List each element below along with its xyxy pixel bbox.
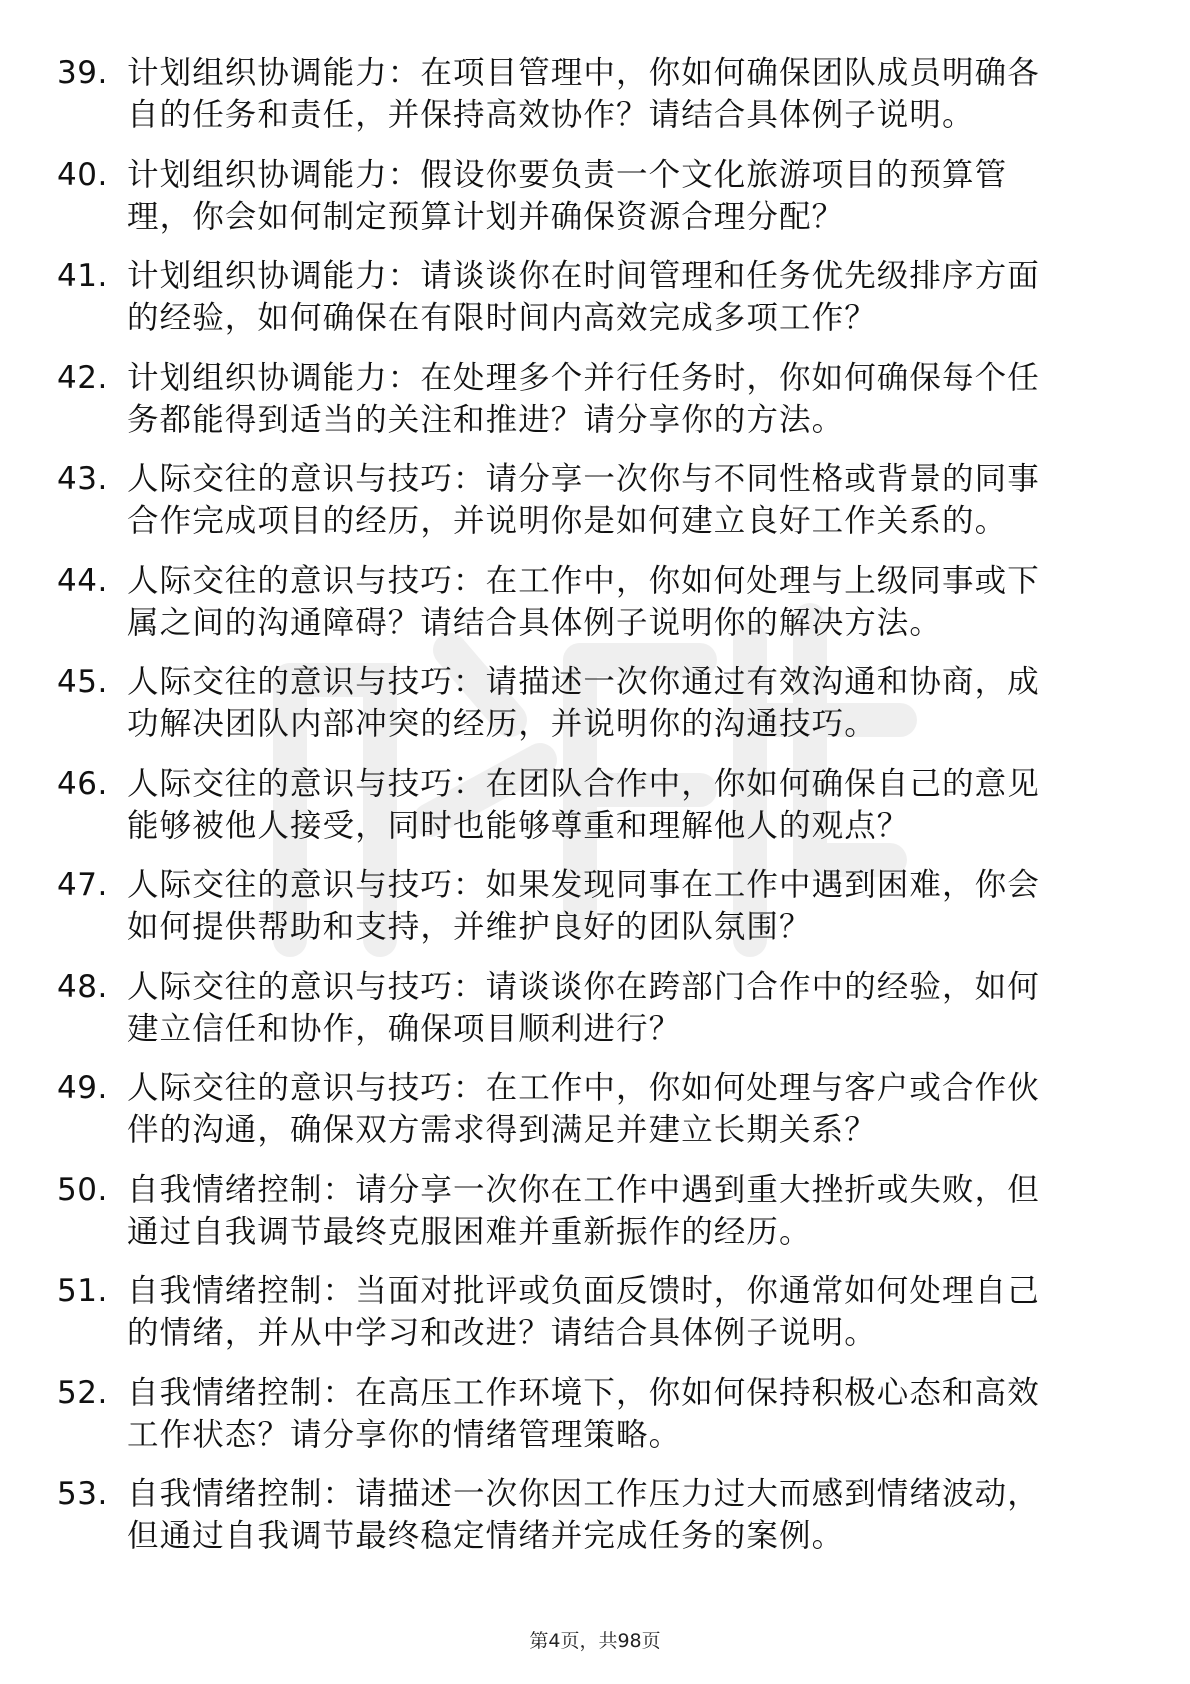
question-number: 44.: [57, 562, 108, 599]
question-text: 人际交往的意识与技巧：如果发现同事在工作中遇到困难，你会 如何提供帮助和支持，并维护良好的团队氛围？: [127, 867, 1040, 945]
question-item: [57, 357, 1117, 459]
question-item: [57, 661, 1117, 763]
question-text: 计划组织协调能力：在项目管理中，你如何确保团队成员明确各 自的任务和责任，并保持高效协作？请结合具体例子说明。: [127, 55, 1040, 133]
question-text: 人际交往的意识与技巧：请谈谈你在跨部门合作中的经验，如何 建立信任和协作，确保项目顺利进行？: [127, 968, 1040, 1047]
question-item: [57, 763, 1117, 865]
question-text: 自我情绪控制：当面对批评或负面反馈时，你通常如何处理自己 的情绪，并从中学习和改进？请结合具体例子说明。: [127, 1273, 1040, 1351]
question-item: [57, 1169, 1117, 1271]
question-text: 计划组织协调能力：在处理多个并行任务时，你如何确保每个任 务都能得到适当的关注和推进？请分享你的方法。: [127, 359, 1040, 438]
question-item: [57, 52, 1117, 154]
question-item: [57, 966, 1117, 1068]
question-text: 人际交往的意识与技巧：在工作中，你如何处理与上级同事或下 属之间的沟通障碍？请结合具体例子说明你的解决方法。: [127, 562, 1040, 641]
question-list: [57, 52, 1117, 1575]
question-number: 39.: [57, 55, 108, 91]
question-text: 自我情绪控制：请描述一次你因工作压力过大而感到情绪波动， 但通过自我调节最终稳定情绪并完成任务的案例。: [127, 1476, 1040, 1554]
question-number: 47.: [57, 867, 108, 903]
question-number: 43.: [57, 461, 108, 497]
question-number: 50.: [57, 1171, 108, 1208]
question-item: [57, 560, 1117, 662]
question-text: 自我情绪控制：请分享一次你在工作中遇到重大挫折或失败，但 通过自我调节最终克服困难并重新振作的经历。: [127, 1171, 1040, 1250]
question-number: 41.: [57, 258, 108, 294]
question-item: [57, 458, 1117, 560]
question-number: 53.: [57, 1476, 108, 1512]
question-item: [57, 1473, 1117, 1575]
question-text: 计划组织协调能力：假设你要负责一个文化旅游项目的预算管 理，你会如何制定预算计划并确保资源合理分配？: [127, 156, 1008, 235]
question-number: 49.: [57, 1070, 108, 1106]
question-item: [57, 1067, 1117, 1169]
question-text: 计划组织协调能力：请谈谈你在时间管理和任务优先级排序方面 的经验，如何确保在有限时间内高效完成多项工作？: [127, 258, 1040, 336]
question-number: 46.: [57, 765, 108, 802]
question-text: 人际交往的意识与技巧：请描述一次你通过有效沟通和协商，成 功解决团队内部冲突的经历，并说明你的沟通技巧。: [127, 664, 1040, 742]
question-item: [57, 864, 1117, 966]
page-indicator: 第4页，共98页: [529, 1630, 661, 1652]
question-number: 52.: [57, 1374, 108, 1411]
question-number: 51.: [57, 1273, 108, 1309]
question-text: 人际交往的意识与技巧：请分享一次你与不同性格或背景的同事 合作完成项目的经历，并说明你是如何建立良好工作关系的。: [127, 461, 1040, 539]
question-item: [57, 1372, 1117, 1474]
question-text: 人际交往的意识与技巧：在工作中，你如何处理与客户或合作伙 伴的沟通，确保双方需求得到满足并建立长期关系？: [127, 1070, 1040, 1148]
question-number: 45.: [57, 664, 108, 700]
question-item: [57, 154, 1117, 256]
question-number: 48.: [57, 968, 108, 1005]
question-item: [57, 255, 1117, 357]
question-text: 人际交往的意识与技巧：在团队合作中，你如何确保自己的意见 能够被他人接受，同时也能够尊重和理解他人的观点？: [127, 765, 1040, 844]
question-number: 40.: [57, 156, 108, 193]
question-number: 42.: [57, 359, 108, 396]
question-text: 自我情绪控制：在高压工作环境下，你如何保持积极心态和高效 工作状态？请分享你的情绪管理策略。: [127, 1374, 1040, 1453]
question-item: [57, 1270, 1117, 1372]
